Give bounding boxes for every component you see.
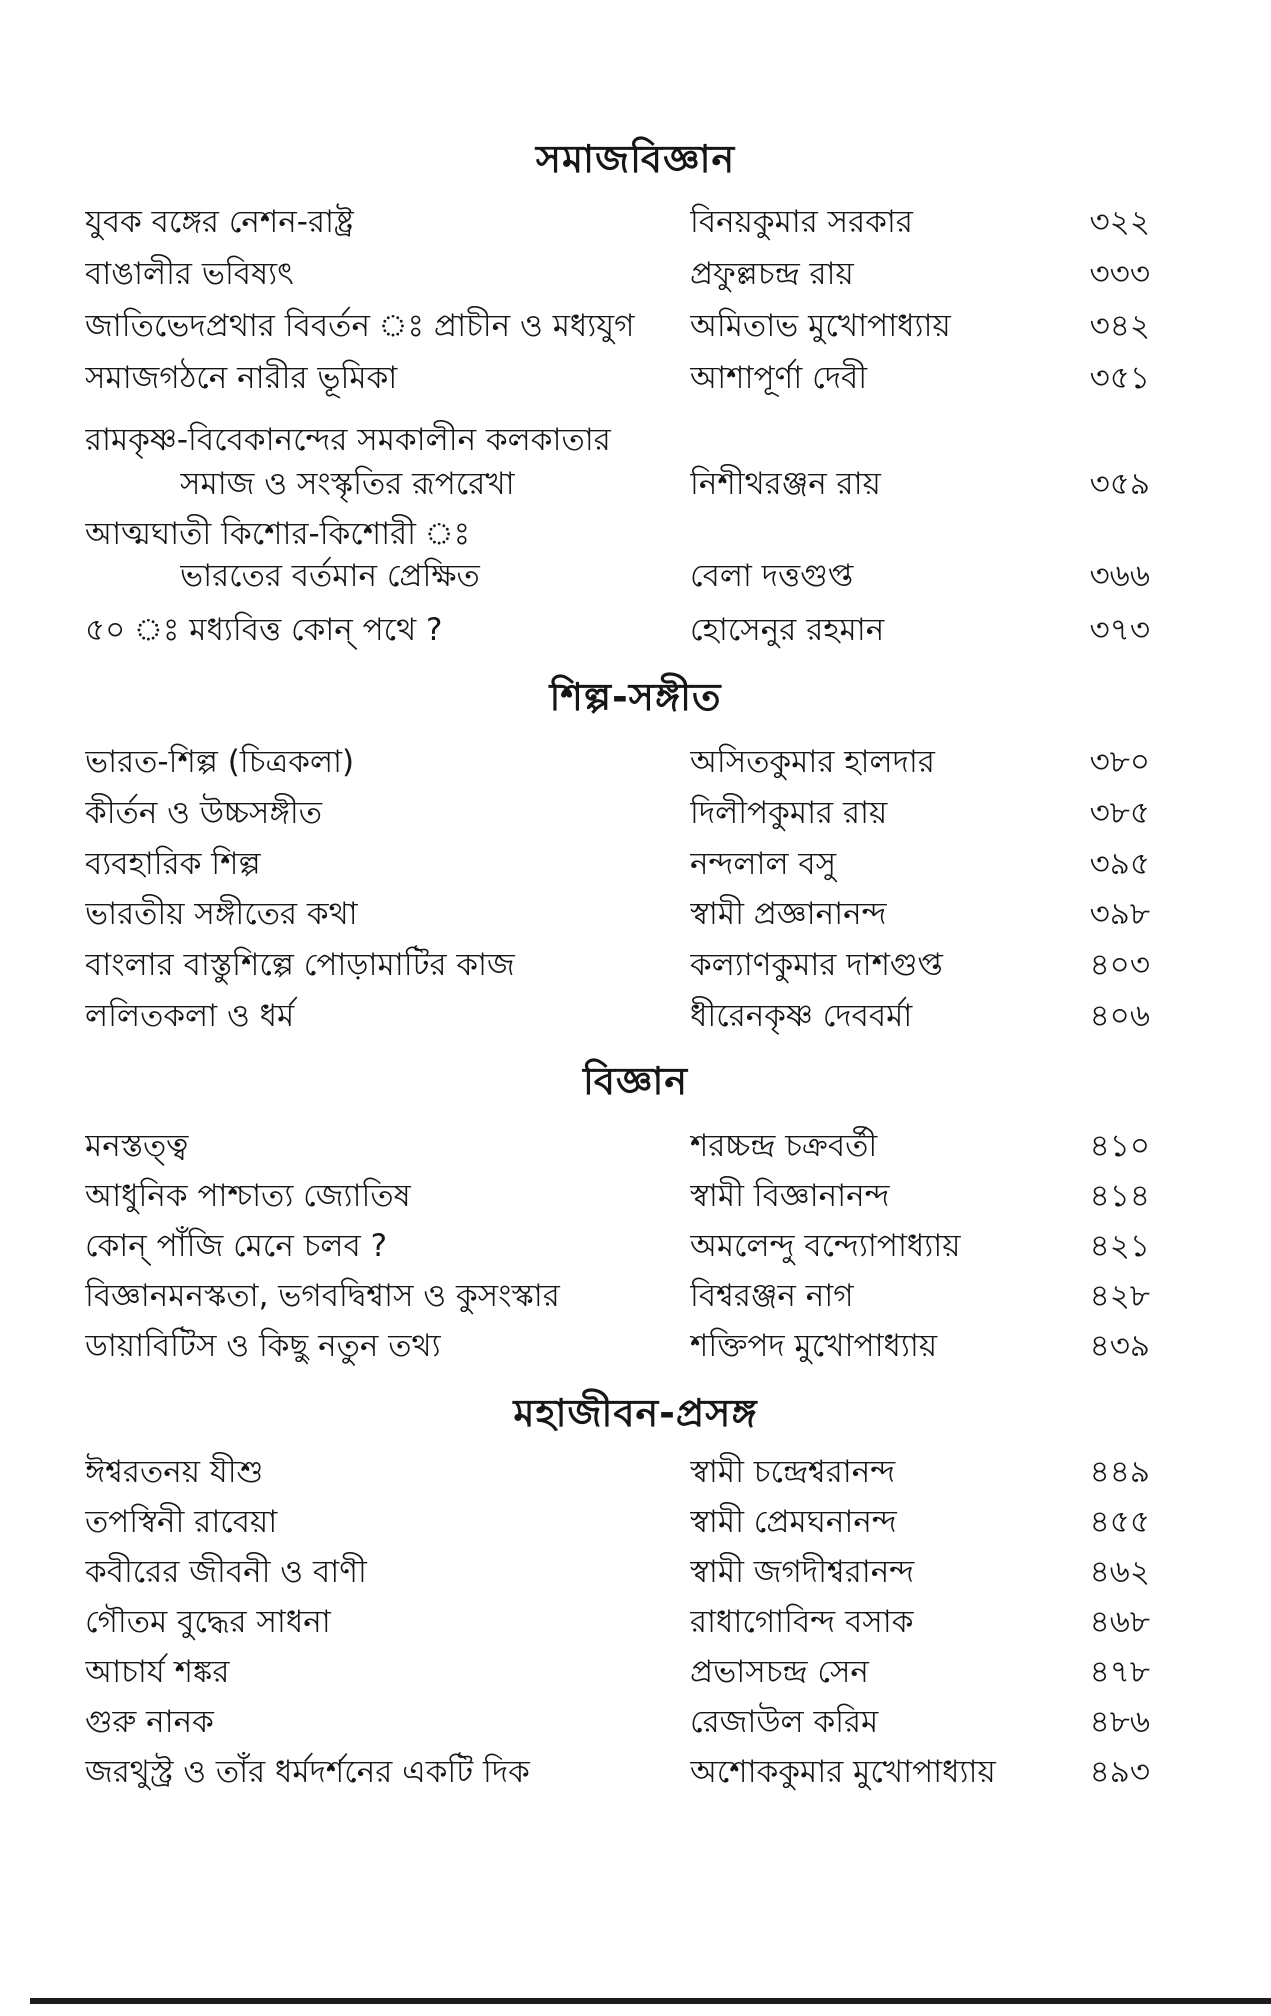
- toc-entry: [0, 789, 1271, 839]
- entry-title: ভারত-শিল্প (চিত্রকলা): [85, 744, 355, 780]
- entry-author: শক্তিপদ মুখোপাধ্যায়: [690, 1328, 938, 1364]
- toc-entry: [0, 738, 1271, 788]
- entry-title-continued: সমাজ ও সংস্কৃতির রূপরেখা: [180, 466, 515, 502]
- entry-page-number: ৪৯৩: [1089, 1754, 1150, 1790]
- entry-page-number: ৪৫৫: [1089, 1504, 1150, 1540]
- toc-entry-line2: [0, 552, 1271, 602]
- entry-page-number: ৩৩৩: [1089, 256, 1150, 292]
- toc-entry: [0, 250, 1271, 300]
- entry-title: ভারতীয় সঙ্গীতের কথা: [85, 896, 358, 932]
- entry-author: স্বামী বিজ্ঞানানন্দ: [690, 1178, 890, 1214]
- entry-page-number: ৪১০: [1089, 1128, 1150, 1164]
- entry-title: আধুনিক পাশ্চাত্য জ্যোতিষ: [85, 1178, 411, 1214]
- entry-title: তপস্বিনী রাবেয়া: [85, 1504, 278, 1540]
- entry-title: যুবক বঙ্গের নেশন-রাষ্ট্র: [85, 204, 354, 240]
- entry-title: সমাজগঠনে নারীর ভূমিকা: [85, 360, 398, 396]
- entry-title: বাংলার বাস্তুশিল্পে পোড়ামাটির কাজ: [85, 947, 515, 983]
- entry-author: ধীরেনকৃষ্ণ দেববর্মা: [690, 998, 913, 1034]
- entry-page-number: ৩৫৯: [1089, 466, 1150, 502]
- entry-author: বিশ্বরঞ্জন নাগ: [690, 1278, 854, 1314]
- entry-title: মনস্তত্ত্ব: [85, 1128, 189, 1164]
- toc-entry: [0, 606, 1271, 656]
- section-heading-social-science: সমাজবিজ্ঞান: [535, 137, 736, 181]
- entry-title: ডায়াবিটিস ও কিছু নতুন তথ্য: [85, 1328, 441, 1364]
- section-heading-great-lives: মহাজীবন-প্রসঙ্গ: [513, 1391, 758, 1435]
- entry-page-number: ৪৮৬: [1089, 1704, 1150, 1740]
- entry-title: বাঙালীর ভবিষ্যৎ: [85, 256, 294, 292]
- toc-entry-line1: [0, 416, 1271, 466]
- entry-author: রাধাগোবিন্দ বসাক: [690, 1604, 914, 1640]
- toc-entry: [0, 1222, 1271, 1272]
- entry-page-number: ৩৭৩: [1089, 612, 1150, 648]
- entry-page-number: ৪০৩: [1089, 947, 1150, 983]
- entry-author: স্বামী জগদীশ্বরানন্দ: [690, 1554, 915, 1590]
- entry-author: স্বামী চন্দ্রেশ্বরানন্দ: [690, 1454, 896, 1490]
- entry-page-number: ৪৭৮: [1089, 1654, 1150, 1690]
- entry-author: কল্যাণকুমার দাশগুপ্ত: [690, 947, 943, 983]
- entry-title: কবীরের জীবনী ও বাণী: [85, 1554, 367, 1590]
- entry-author: অমলেন্দু বন্দ্যোপাধ্যায়: [690, 1228, 961, 1264]
- entry-title-continued: ভারতের বর্তমান প্রেক্ষিত: [180, 558, 480, 594]
- entry-title: গৌতম বুদ্ধের সাধনা: [85, 1604, 331, 1640]
- entry-author: অসিতকুমার হালদার: [690, 744, 935, 780]
- entry-title: বিজ্ঞানমনস্কতা, ভগবদ্বিশ্বাস ও কুসংস্কার: [85, 1278, 560, 1314]
- toc-entry: [0, 1172, 1271, 1222]
- toc-entry: [0, 840, 1271, 890]
- entry-page-number: ৪১৪: [1089, 1178, 1150, 1214]
- entry-page-number: ৪৬২: [1089, 1554, 1150, 1590]
- entry-author: অশোককুমার মুখোপাধ্যায়: [690, 1754, 996, 1790]
- entry-author: হোসেনুর রহমান: [690, 612, 885, 648]
- entry-page-number: ৩৫১: [1089, 360, 1150, 396]
- entry-title: ব্যবহারিক শিল্প: [85, 846, 261, 882]
- entry-title: কোন্ পাঁজি মেনে চলব ?: [85, 1228, 388, 1264]
- toc-entry: [0, 1322, 1271, 1372]
- toc-entry: [0, 1448, 1271, 1498]
- toc-entry: [0, 1272, 1271, 1322]
- entry-page-number: ৪০৬: [1089, 998, 1150, 1034]
- toc-entry: [0, 941, 1271, 991]
- entry-author: নিশীথরঞ্জন রায়: [690, 466, 881, 502]
- entry-author: বিনয়কুমার সরকার: [690, 204, 913, 240]
- entry-page-number: ৪২৮: [1089, 1278, 1150, 1314]
- entry-author: বেলা দত্তগুপ্ত: [690, 558, 854, 594]
- toc-entry: [0, 1498, 1271, 1548]
- entry-page-number: ৪৩৯: [1089, 1328, 1150, 1364]
- entry-page-number: ৩৯৫: [1089, 846, 1150, 882]
- bottom-edge-rule: [30, 1998, 1271, 2004]
- entry-author: রেজাউল করিম: [690, 1704, 879, 1740]
- entry-author: প্রভাসচন্দ্র সেন: [690, 1654, 869, 1690]
- toc-entry: [0, 1548, 1271, 1598]
- entry-author: শরচ্চন্দ্র চক্রবর্তী: [690, 1128, 878, 1164]
- entry-title: জরথুস্ট্র ও তাঁর ধর্মদর্শনের একটি দিক: [85, 1754, 530, 1790]
- toc-entry: [0, 992, 1271, 1042]
- entry-page-number: ৩৯৮: [1089, 896, 1150, 932]
- entry-author: আশাপূর্ণা দেবী: [690, 360, 868, 396]
- entry-title: ললিতকলা ও ধর্ম: [85, 998, 295, 1034]
- entry-page-number: ৪২১: [1089, 1228, 1150, 1264]
- entry-page-number: ৩৮০: [1089, 744, 1150, 780]
- entry-author: স্বামী প্রেমঘনানন্দ: [690, 1504, 897, 1540]
- entry-page-number: ৩৪২: [1089, 308, 1150, 344]
- entry-page-number: ৩২২: [1089, 204, 1150, 240]
- entry-author: অমিতাভ মুখোপাধ্যায়: [690, 308, 951, 344]
- entry-author: নন্দলাল বসু: [690, 846, 837, 882]
- toc-entry: [0, 1122, 1271, 1172]
- entry-author: প্রফুল্লচন্দ্র রায়: [690, 256, 854, 292]
- entry-title: রামকৃষ্ণ-বিবেকানন্দের সমকালীন কলকাতার: [85, 422, 611, 458]
- toc-entry: [0, 890, 1271, 940]
- section-heading-science: বিজ্ঞান: [582, 1059, 689, 1103]
- entry-title: কীর্তন ও উচ্চসঙ্গীত: [85, 795, 323, 831]
- section-heading-art-music: শিল্প-সঙ্গীত: [549, 675, 722, 719]
- toc-entry: [0, 354, 1271, 404]
- toc-entry: [0, 302, 1271, 352]
- entry-title: আত্মঘাতী কিশোর-কিশোরী ঃ: [85, 516, 471, 552]
- toc-entry: [0, 1748, 1271, 1798]
- entry-title: আচার্য শঙ্কর: [85, 1654, 230, 1690]
- entry-title: ঈশ্বরতনয় যীশু: [85, 1454, 264, 1490]
- entry-author: দিলীপকুমার রায়: [690, 795, 888, 831]
- toc-entry: [0, 1698, 1271, 1748]
- toc-entry-line2: [0, 460, 1271, 510]
- entry-page-number: ৪৬৮: [1089, 1604, 1150, 1640]
- entry-page-number: ৩৬৬: [1089, 558, 1150, 594]
- entry-page-number: ৩৮৫: [1089, 795, 1150, 831]
- toc-entry: [0, 198, 1271, 248]
- toc-entry: [0, 1648, 1271, 1698]
- entry-title: গুরু নানক: [85, 1704, 214, 1740]
- entry-page-number: ৪৪৯: [1089, 1454, 1150, 1490]
- entry-title: ৫০ ঃ মধ্যবিত্ত কোন্ পথে ?: [85, 612, 443, 648]
- entry-title: জাতিভেদপ্রথার বিবর্তন ঃ প্রাচীন ও মধ্যযুগ: [85, 308, 635, 344]
- toc-entry: [0, 1598, 1271, 1648]
- entry-author: স্বামী প্রজ্ঞানানন্দ: [690, 896, 887, 932]
